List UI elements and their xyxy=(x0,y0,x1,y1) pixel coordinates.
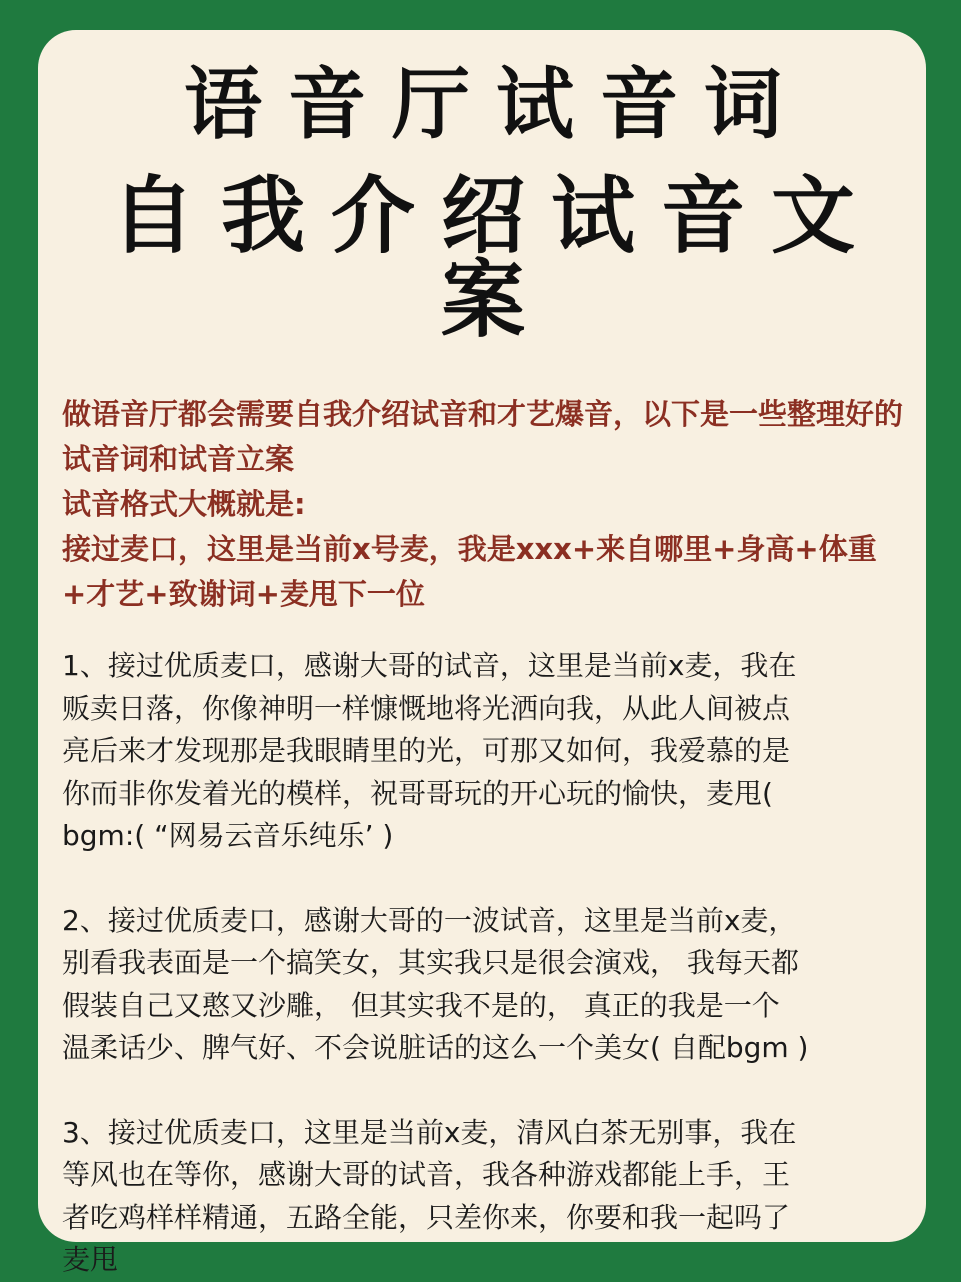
intro-section xyxy=(62,392,904,617)
format-text: 接过麦口，这里是当前x号麦，我是xxx+来自哪里+身高+体重+才艺+致谢词+麦甩下一位 xyxy=(62,532,877,611)
format-label: 试音格式大概就是: xyxy=(62,487,306,521)
script-entry-1: 1、接过优质麦口，感谢大哥的试音，这里是当前x麦，我在 贩卖日落，你像神明一样慷慨地将光洒向我，从此人间被点 亮后来才发现那是我眼睛里的光，可那又如何，我爱慕的是 你而非你发着光的模样，祝哥哥玩的开心玩的愉快，麦甩( bgm:( “网易云音乐纯乐’ ) xyxy=(62,649,797,852)
script-list xyxy=(62,645,904,1282)
content-card xyxy=(38,30,926,1276)
intro-paragraph: 做语音厅都会需要自我介绍试音和才艺爆音，以下是一些整理好的试音词和试音立案 xyxy=(62,397,904,476)
page-title: 语音厅试音词 xyxy=(183,60,808,150)
page-subtitle: 自我介绍试音文案 xyxy=(110,167,881,349)
script-entry-2: 2、接过优质麦口，感谢大哥的一波试音，这里是当前x麦， 别看我表面是一个搞笑女，其实我只是很会演戏， 我每天都 假装自己又憨又沙雕， 但其实我不是的， 真正的我是一个 温柔话少、脾气好、不会说脏话的这么一个美女( 自配bgm ) xyxy=(62,903,809,1064)
script-entry-3: 3、接过优质麦口，这里是当前x麦，清风白茶无别事，我在 等风也在等你，感谢大哥的试音，我各种游戏都能上手，王 者吃鸡样样精通，五路全能，只差你来，你要和我一起吗了 麦甩 xyxy=(62,1115,797,1276)
